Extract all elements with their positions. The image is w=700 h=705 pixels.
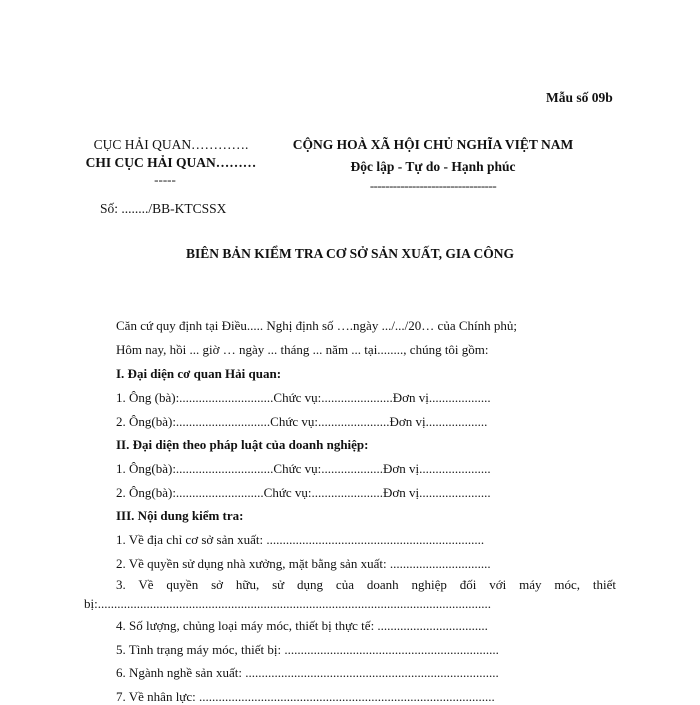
customs-rep-1: 1. Ông (bà):.............................Chức vụ:......................Đơn vị...................	[116, 390, 491, 405]
right-divider: ---------------------------------	[369, 178, 497, 193]
sub-agency-name: CHI CỤC HẢI QUAN………	[85, 155, 257, 170]
inspection-item-4: 4. Số lượng, chủng loại máy móc, thiết bị thực tế: ..................................	[116, 618, 488, 633]
motto: Độc lập - Tự do - Hạnh phúc	[350, 159, 516, 174]
country-name: CỘNG HOÀ XÃ HỘI CHỦ NGHĨA VIỆT NAM	[292, 137, 574, 152]
left-divider: -----	[154, 172, 176, 187]
inspection-item-3-continued: bị:.........................................................................................................................	[84, 596, 491, 611]
section-customs-heading: I. Đại diện cơ quan Hải quan:	[116, 366, 282, 381]
form-code: Mẫu số 09b	[546, 90, 613, 105]
today-line: Hôm nay, hồi ... giờ … ngày ... tháng ... năm ... tại........, chúng tôi gồm:	[116, 342, 489, 357]
section-enterprise-heading: II. Đại diện theo pháp luật của doanh nghiệp:	[116, 437, 369, 452]
basis-line: Căn cứ quy định tại Điều..... Nghị định số ….ngày .../.../20… của Chính phủ;	[116, 318, 517, 333]
agency-name: CỤC HẢI QUAN………….	[93, 137, 249, 152]
section-inspection-heading: III. Nội dung kiểm tra:	[116, 508, 244, 523]
inspection-item-6: 6. Ngành nghề sản xuất: ..............................................................................	[116, 665, 499, 680]
inspection-item-7: 7. Về nhân lực: ...........................................................................................	[116, 689, 495, 704]
enterprise-rep-1: 1. Ông(bà):..............................Chức vụ:...................Đơn vị......................	[116, 461, 491, 476]
enterprise-rep-2: 2. Ông(bà):...........................Chức vụ:......................Đơn vị......................	[116, 485, 491, 500]
inspection-item-3: 3. Về quyền sở hữu, sử dụng của doanh nghiệp đối với máy móc, thiết	[116, 577, 616, 592]
inspection-item-2: 2. Về quyền sử dụng nhà xưởng, mặt bằng sản xuất: ...............................	[116, 556, 491, 571]
customs-rep-2: 2. Ông(bà):.............................Chức vụ:......................Đơn vị...................	[116, 414, 488, 429]
document-number: Số: ......../BB-KTCSSX	[100, 201, 227, 216]
inspection-item-5: 5. Tình trạng máy móc, thiết bị: ..................................................................	[116, 642, 499, 657]
document-title: BIÊN BẢN KIỂM TRA CƠ SỞ SẢN XUẤT, GIA CÔNG	[185, 246, 515, 261]
inspection-item-1: 1. Về địa chỉ cơ sở sản xuất: ...................................................................	[116, 532, 485, 547]
